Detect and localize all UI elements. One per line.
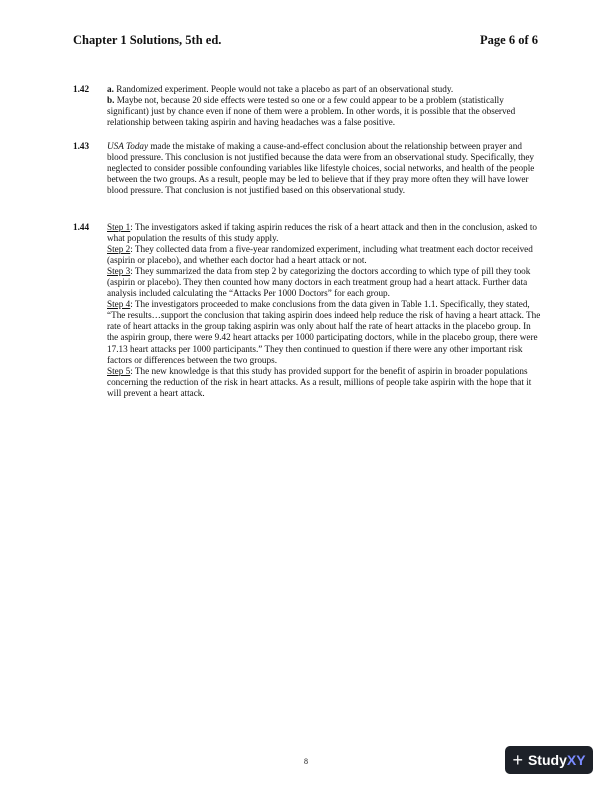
problem-number: 1.43 (73, 141, 90, 151)
brand-study: Study (527, 752, 567, 768)
problem-text-body: made the mistake of making a cause-and-effect conclusion about the relationship between prayer and blood pressure. This conclusion is not justified because the data were from an observational study. Specifically, they neglected to consider possible confounding variables like lifestyle choices, social networks, and health of the people between the two groups. As a result, people may be led to believe that if they pray more often they will have lower blood pressure. That conclusion is not justified based on this observational study. (107, 141, 535, 196)
problem-body (107, 84, 543, 128)
plus-icon: + (512, 750, 523, 770)
problem-1-44 (73, 222, 543, 399)
step-2 (107, 244, 543, 266)
step-3 (107, 266, 543, 299)
part-b (107, 95, 543, 128)
page-header (73, 33, 538, 48)
part-b-text: Maybe not, because 20 side effects were tested so one or a few could appear to be a problem (statistically significant) just by chance even if none of them were a problem. In other words, it is possible that the observed relationship between taking aspirin and having headaches was a false positive. (107, 95, 516, 128)
problem-body (107, 222, 543, 399)
problem-1-43 (73, 141, 543, 196)
page-label: Page 6 of 6 (480, 33, 538, 47)
step-text: : The new knowledge is that this study has provided support for the benefit of aspirin in broader populations concerning the reduction of the risk in heart attacks. As a result, millions of people take aspirin with the hope that it will prevent a heart attack. (107, 365, 532, 398)
brand-xy: XY (566, 752, 586, 768)
step-label: Step 1 (107, 222, 131, 232)
step-text: : They collected data from a five-year randomized experiment, including what treatment each doctor received (aspirin or placebo), and whether each doctor had a heart attack or not. (107, 244, 533, 266)
step-text: : The investigators proceeded to make conclusions from the data given in Table 1.1. Specifically, they stated, “The results…support the conclusion that taking aspirin does indeed help reduce the risk of having a heart attack. The rate of heart attacks in the group taking aspirin was only about half the rate of heart attacks in the placebo group. In the aspirin group, there were 9.42 heart attacks per 1000 participating doctors, while in the placebo group, there were 17.13 heart attacks per 1000 participants.” They then continued to question if there were any other important risk factors or differences between the two groups. (107, 299, 541, 365)
step-label: Step 4 (107, 299, 131, 310)
step-label: Step 3 (107, 266, 131, 277)
step-4 (107, 299, 543, 365)
step-1 (107, 222, 543, 244)
problem-1-42 (73, 84, 543, 128)
problem-text (107, 141, 543, 196)
problem-body (107, 141, 543, 196)
part-a-text: Randomized experiment. People would not take a placebo as part of an observational study. (113, 84, 454, 94)
step-text: : The investigators asked if taking aspirin reduces the risk of a heart attack and then in the conclusion, asked to what population the results of this study apply. (107, 222, 538, 244)
part-b-label: b. (107, 95, 115, 106)
studyxy-badge[interactable] (505, 746, 593, 774)
problem-number: 1.42 (73, 84, 90, 94)
step-text: : They summarized the data from step 2 by categorizing the doctors according to which type of pill they took (aspirin or placebo). They then counted how many doctors in each treatment group had a heart attack. Further data analysis included calculating the “Attacks Per 1000 Doctors” for each group. (107, 266, 531, 299)
chapter-title: Chapter 1 Solutions, 5th ed. (73, 33, 222, 47)
step-label: Step 2 (107, 244, 131, 255)
part-a (107, 84, 543, 95)
part-a-label: a. (107, 84, 114, 94)
source-name: USA Today (107, 141, 149, 151)
problem-number: 1.44 (73, 222, 90, 232)
step-label: Step 5 (107, 365, 131, 376)
page-number: 8 (304, 757, 308, 766)
step-5 (107, 366, 543, 399)
